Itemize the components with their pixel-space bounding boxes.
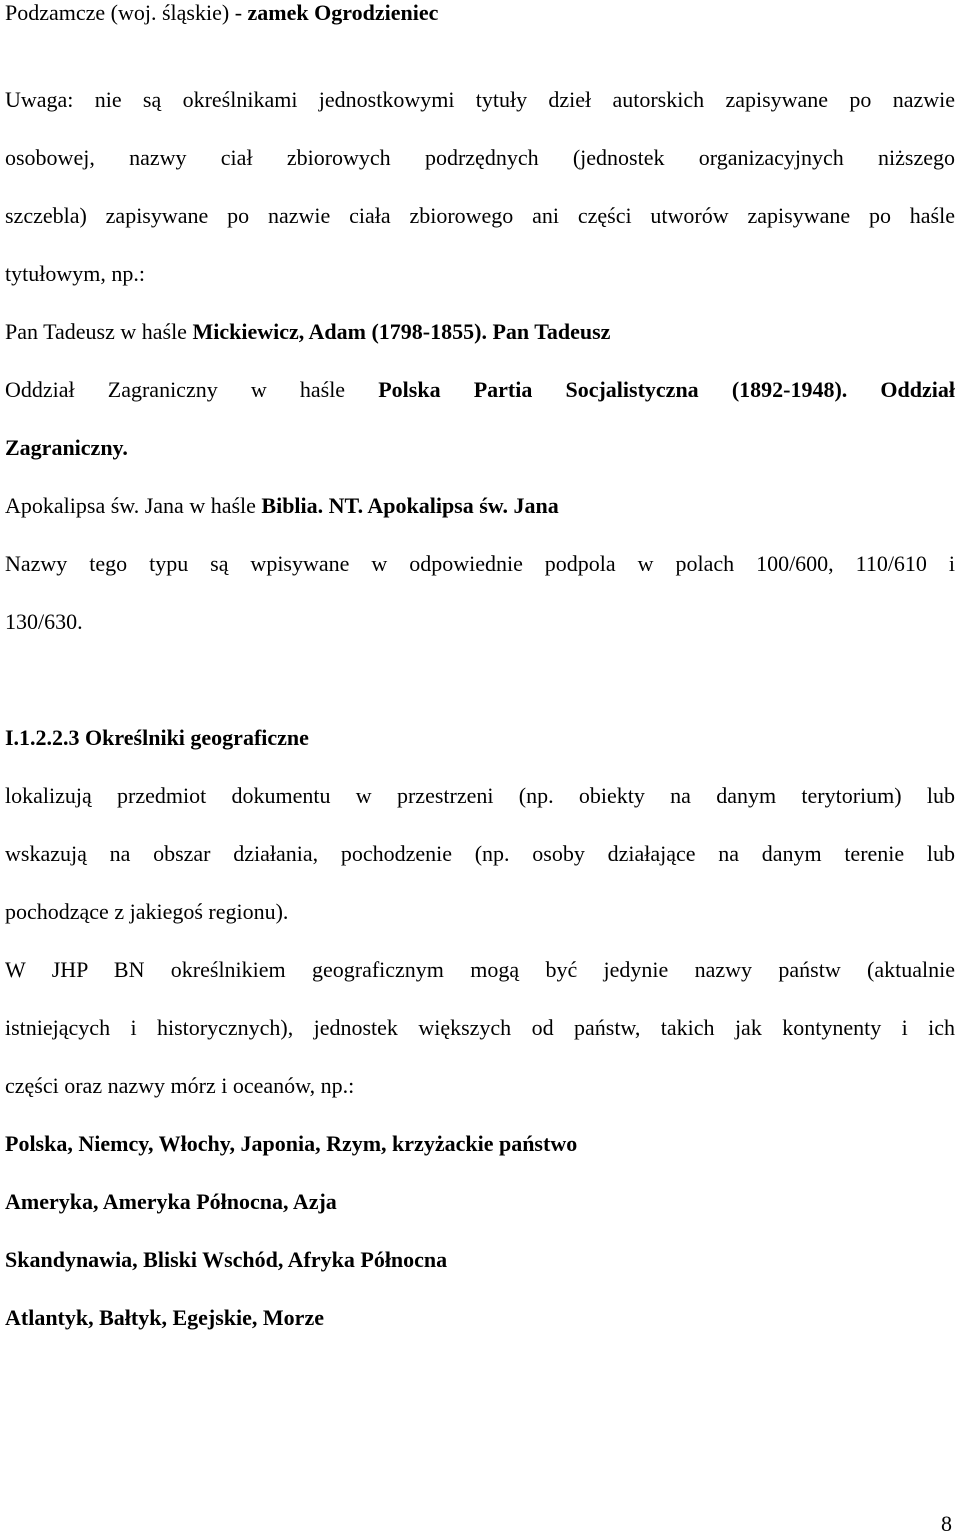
example-2-bold-1: Polska Partia Socjalistyczna (1892-1948). Oddział: [378, 377, 956, 402]
example-3-bold: Biblia. NT. Apokalipsa św. Jana: [261, 493, 559, 518]
section-heading-text: I.1.2.2.3 Określniki geograficzne: [5, 725, 309, 750]
geo-example-4-text: Atlantyk, Bałtyk, Egejskie, Morze: [5, 1305, 324, 1330]
section-heading: [5, 727, 309, 749]
geo-example-1: [5, 1133, 577, 1155]
geo-example-4: [5, 1307, 324, 1329]
p1-line-3: pochodzące z jakiegoś regionu).: [5, 899, 289, 924]
note-line-1: Uwaga: nie są określnikami jednostkowymi tytuły dzieł autorskich zapisywane po nazwie: [5, 87, 955, 112]
fields-line-2: 130/630.: [5, 609, 83, 634]
note-line-4: tytułowym, np.:: [5, 261, 145, 286]
header-prefix: Podzamcze (woj. śląskie) -: [5, 0, 248, 25]
geo-example-2-text: Ameryka, Ameryka Północna, Azja: [5, 1189, 337, 1214]
header-bold: zamek Ogrodzieniec: [247, 0, 439, 25]
page-number: 8: [941, 1511, 952, 1536]
header-line: [5, 2, 438, 24]
note-line-3: szczebla) zapisywane po nazwie ciała zbiorowego ani części utworów zapisywane po haśle: [5, 203, 955, 228]
example-1-plain: Pan Tadeusz w haśle: [5, 319, 193, 344]
p1-line-1: lokalizują przedmiot dokumentu w przestrzeni (np. obiekty na danym terytorium) lub: [5, 783, 955, 808]
p1-line-2: wskazują na obszar działania, pochodzenie (np. osoby działające na danym terenie lub: [5, 841, 955, 866]
example-1-bold: Mickiewicz, Adam (1798-1855). Pan Tadeusz: [192, 319, 611, 344]
geo-example-3-text: Skandynawia, Bliski Wschód, Afryka Północna: [5, 1247, 448, 1272]
example-3: [5, 495, 559, 517]
p2-line-2: istniejących i historycznych), jednostek większych od państw, takich jak kontynenty i ich: [5, 1015, 955, 1040]
example-2-plain: Oddział Zagraniczny w haśle: [5, 377, 379, 402]
geo-example-2: [5, 1191, 337, 1213]
p2-line-3: części oraz nazwy mórz i oceanów, np.:: [5, 1073, 355, 1098]
example-3-plain: Apokalipsa św. Jana w haśle: [5, 493, 262, 518]
geo-example-3: [5, 1249, 447, 1271]
example-2-line-2: [5, 437, 128, 459]
geo-example-1-text: Polska, Niemcy, Włochy, Japonia, Rzym, krzyżackie państwo: [5, 1131, 578, 1156]
example-2-line-1: [5, 379, 955, 401]
example-1: [5, 321, 610, 343]
note-line-2: osobowej, nazwy ciał zbiorowych podrzędnych (jednostek organizacyjnych niższego: [5, 145, 955, 170]
fields-line-1: Nazwy tego typu są wpisywane w odpowiednie podpola w polach 100/600, 110/610 i: [5, 551, 955, 576]
example-2-bold-2: Zagraniczny.: [5, 435, 128, 460]
p2-line-1: W JHP BN określnikiem geograficznym mogą być jedynie nazwy państw (aktualnie: [5, 957, 955, 982]
